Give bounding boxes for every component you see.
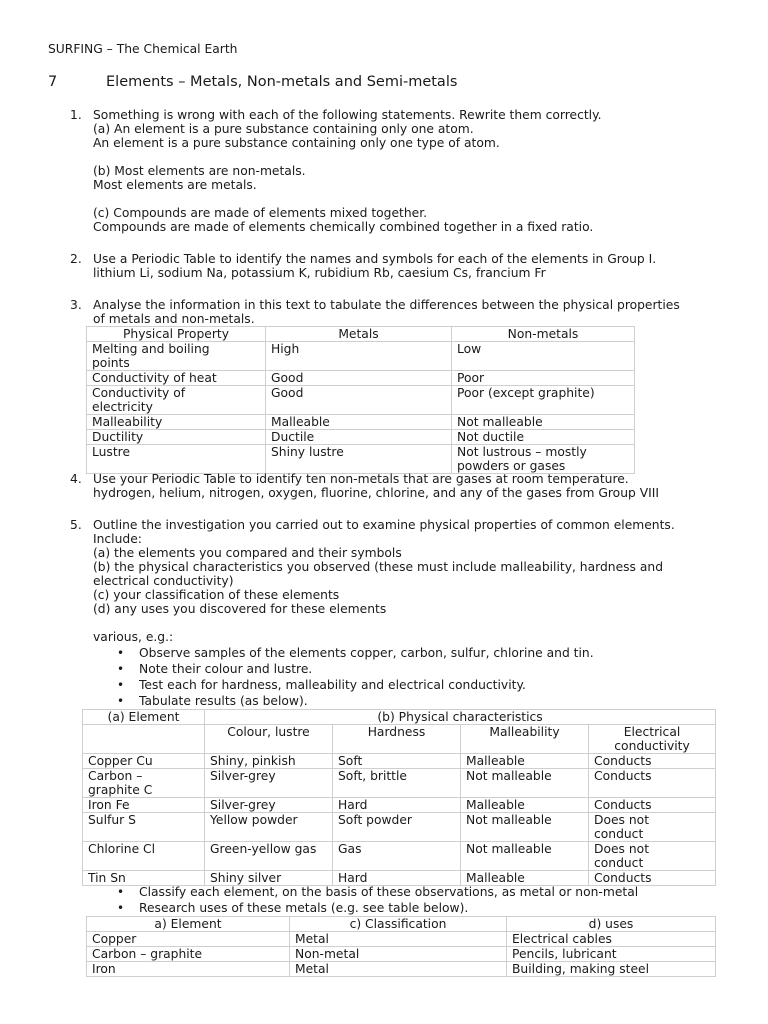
non-metals-cell: Poor [452,371,635,386]
table-row [87,932,716,947]
header-element: a) Element [87,917,290,932]
q5-include: Include: [93,532,142,546]
property-cell: Ductility [87,430,266,445]
metals-cell: Malleable [266,415,452,430]
q5-various: various, e.g.: [93,630,174,644]
table-row [87,371,635,386]
conductivity-cell: Conducts [589,798,716,813]
conductivity-cell: Conducts [589,769,716,798]
table-subheader-row [83,725,716,754]
q1-b-answer: Most elements are metals. [93,178,257,192]
q1-b-question: (b) Most elements are non-metals. [93,164,306,178]
hardness-cell: Soft [333,754,461,769]
bullet-icon: • [117,646,125,660]
conductivity-cell: Conducts [589,754,716,769]
colour-cell: Silver-grey [205,769,333,798]
malleability-cell: Not malleable [461,769,589,798]
element-cell: Iron [87,962,290,977]
q1-c-question: (c) Compounds are made of elements mixed together. [93,206,428,220]
table-row [83,769,716,798]
metals-cell: Good [266,371,452,386]
header-metals: Metals [266,327,452,342]
malleability-cell: Malleable [461,754,589,769]
element-cell: Sulfur S [83,813,205,842]
table-row [87,386,635,415]
bullet-icon: • [117,694,125,708]
q2-answer: lithium Li, sodium Na, potassium K, rubidium Rb, caesium Cs, francium Fr [93,266,546,280]
bullet-text: Observe samples of the elements copper, carbon, sulfur, chlorine and tin. [139,646,594,660]
table-row [83,842,716,871]
property-cell: Conductivity of electricity [87,386,266,415]
bullet-text: Tabulate results (as below). [139,694,308,708]
q4-number: 4. [70,472,82,486]
q2-text: Use a Periodic Table to identify the names and symbols for each of the elements in Group I. [93,252,657,266]
uses-cell: Pencils, lubricant [507,947,716,962]
q3-number: 3. [70,298,82,312]
header-malleability: Malleability [461,725,589,754]
colour-cell: Yellow powder [205,813,333,842]
metals-cell: Shiny lustre [266,445,452,474]
conductivity-cell: Does not conduct [589,842,716,871]
table-header-row [87,327,635,342]
q1-number: 1. [70,108,82,122]
conductivity-cell: Conducts [589,871,716,886]
header-electrical-conductivity: Electrical conductivity [589,725,716,754]
q5-c: (c) your classification of these elements [93,588,340,602]
metals-cell: High [266,342,452,371]
non-metals-cell: Not malleable [452,415,635,430]
element-cell: Copper [87,932,290,947]
table-row [87,430,635,445]
table-row [87,947,716,962]
metals-cell: Ductile [266,430,452,445]
q5-b-line1: (b) the physical characteristics you observed (these must include malleability, hardness and [93,560,663,574]
hardness-cell: Hard [333,871,461,886]
malleability-cell: Malleable [461,871,589,886]
bullet-icon: • [117,901,125,915]
q5-b-line2: electrical conductivity) [93,574,234,588]
empty-cell [83,725,205,754]
element-investigation-table [82,709,716,886]
colour-cell: Green-yellow gas [205,842,333,871]
table-header-row [83,710,716,725]
bullet-icon: • [117,885,125,899]
q1-a-answer: An element is a pure substance containing only one type of atom. [93,136,500,150]
bullet-text: Note their colour and lustre. [139,662,313,676]
q1-c-answer: Compounds are made of elements chemically combined together in a fixed ratio. [93,220,594,234]
metals-cell: Good [266,386,452,415]
bullet-icon: • [117,662,125,676]
malleability-cell: Malleable [461,798,589,813]
q5-text: Outline the investigation you carried out to examine physical properties of common elements. [93,518,675,532]
bullet-text: Test each for hardness, malleability and electrical conductivity. [139,678,526,692]
table-row [87,445,635,474]
q5-number: 5. [70,518,82,532]
section-number: 7 [48,74,58,90]
table-row [83,813,716,842]
non-metals-cell: Not lustrous – mostly powders or gases [452,445,635,474]
property-cell: Lustre [87,445,266,474]
table-row [83,871,716,886]
property-cell: Conductivity of heat [87,371,266,386]
classification-cell: Metal [290,932,507,947]
non-metals-cell: Poor (except graphite) [452,386,635,415]
element-cell: Chlorine Cl [83,842,205,871]
header-non-metals: Non-metals [452,327,635,342]
element-cell: Tin Sn [83,871,205,886]
non-metals-cell: Low [452,342,635,371]
malleability-cell: Not malleable [461,813,589,842]
colour-cell: Silver-grey [205,798,333,813]
non-metals-cell: Not ductile [452,430,635,445]
bullet-icon: • [117,678,125,692]
hardness-cell: Gas [333,842,461,871]
header-classification: c) Classification [290,917,507,932]
colour-cell: Shiny, pinkish [205,754,333,769]
element-cell: Carbon – graphite [87,947,290,962]
classification-cell: Metal [290,962,507,977]
hardness-cell: Soft, brittle [333,769,461,798]
uses-cell: Building, making steel [507,962,716,977]
page-header: SURFING – The Chemical Earth [48,42,238,56]
q2-number: 2. [70,252,82,266]
bullet-text: Research uses of these metals (e.g. see table below). [139,901,469,915]
bullet-text: Classify each element, on the basis of these observations, as metal or non-metal [139,885,639,899]
q5-d: (d) any uses you discovered for these elements [93,602,387,616]
header-physical-property: Physical Property [87,327,266,342]
property-cell: Malleability [87,415,266,430]
table-row [87,342,635,371]
conductivity-cell: Does not conduct [589,813,716,842]
table-row [87,415,635,430]
metals-nonmetals-table [86,326,635,474]
header-hardness: Hardness [333,725,461,754]
header-element: (a) Element [83,710,205,725]
q4-text: Use your Periodic Table to identify ten non-metals that are gases at room temperature. [93,472,629,486]
classification-cell: Non-metal [290,947,507,962]
header-colour-lustre: Colour, lustre [205,725,333,754]
element-cell: Carbon – graphite C [83,769,205,798]
uses-cell: Electrical cables [507,932,716,947]
q1-a-question: (a) An element is a pure substance containing only one atom. [93,122,474,136]
hardness-cell: Hard [333,798,461,813]
element-cell: Iron Fe [83,798,205,813]
malleability-cell: Not malleable [461,842,589,871]
table-row [87,962,716,977]
header-physical-characteristics: (b) Physical characteristics [205,710,716,725]
q1-intro: Something is wrong with each of the following statements. Rewrite them correctly. [93,108,602,122]
hardness-cell: Soft powder [333,813,461,842]
property-cell: Melting and boiling points [87,342,266,371]
element-cell: Copper Cu [83,754,205,769]
q3-text-line1: Analyse the information in this text to tabulate the differences between the physical properties [93,298,680,312]
table-row [83,754,716,769]
q3-text-line2: of metals and non-metals. [93,312,255,326]
table-header-row [87,917,716,932]
table-row [83,798,716,813]
element-uses-table [86,916,716,977]
q4-answer: hydrogen, helium, nitrogen, oxygen, fluorine, chlorine, and any of the gases from Group VIII [93,486,660,500]
header-uses: d) uses [507,917,716,932]
colour-cell: Shiny silver [205,871,333,886]
q5-a: (a) the elements you compared and their symbols [93,546,402,560]
section-title: Elements – Metals, Non-metals and Semi-metals [106,74,458,90]
